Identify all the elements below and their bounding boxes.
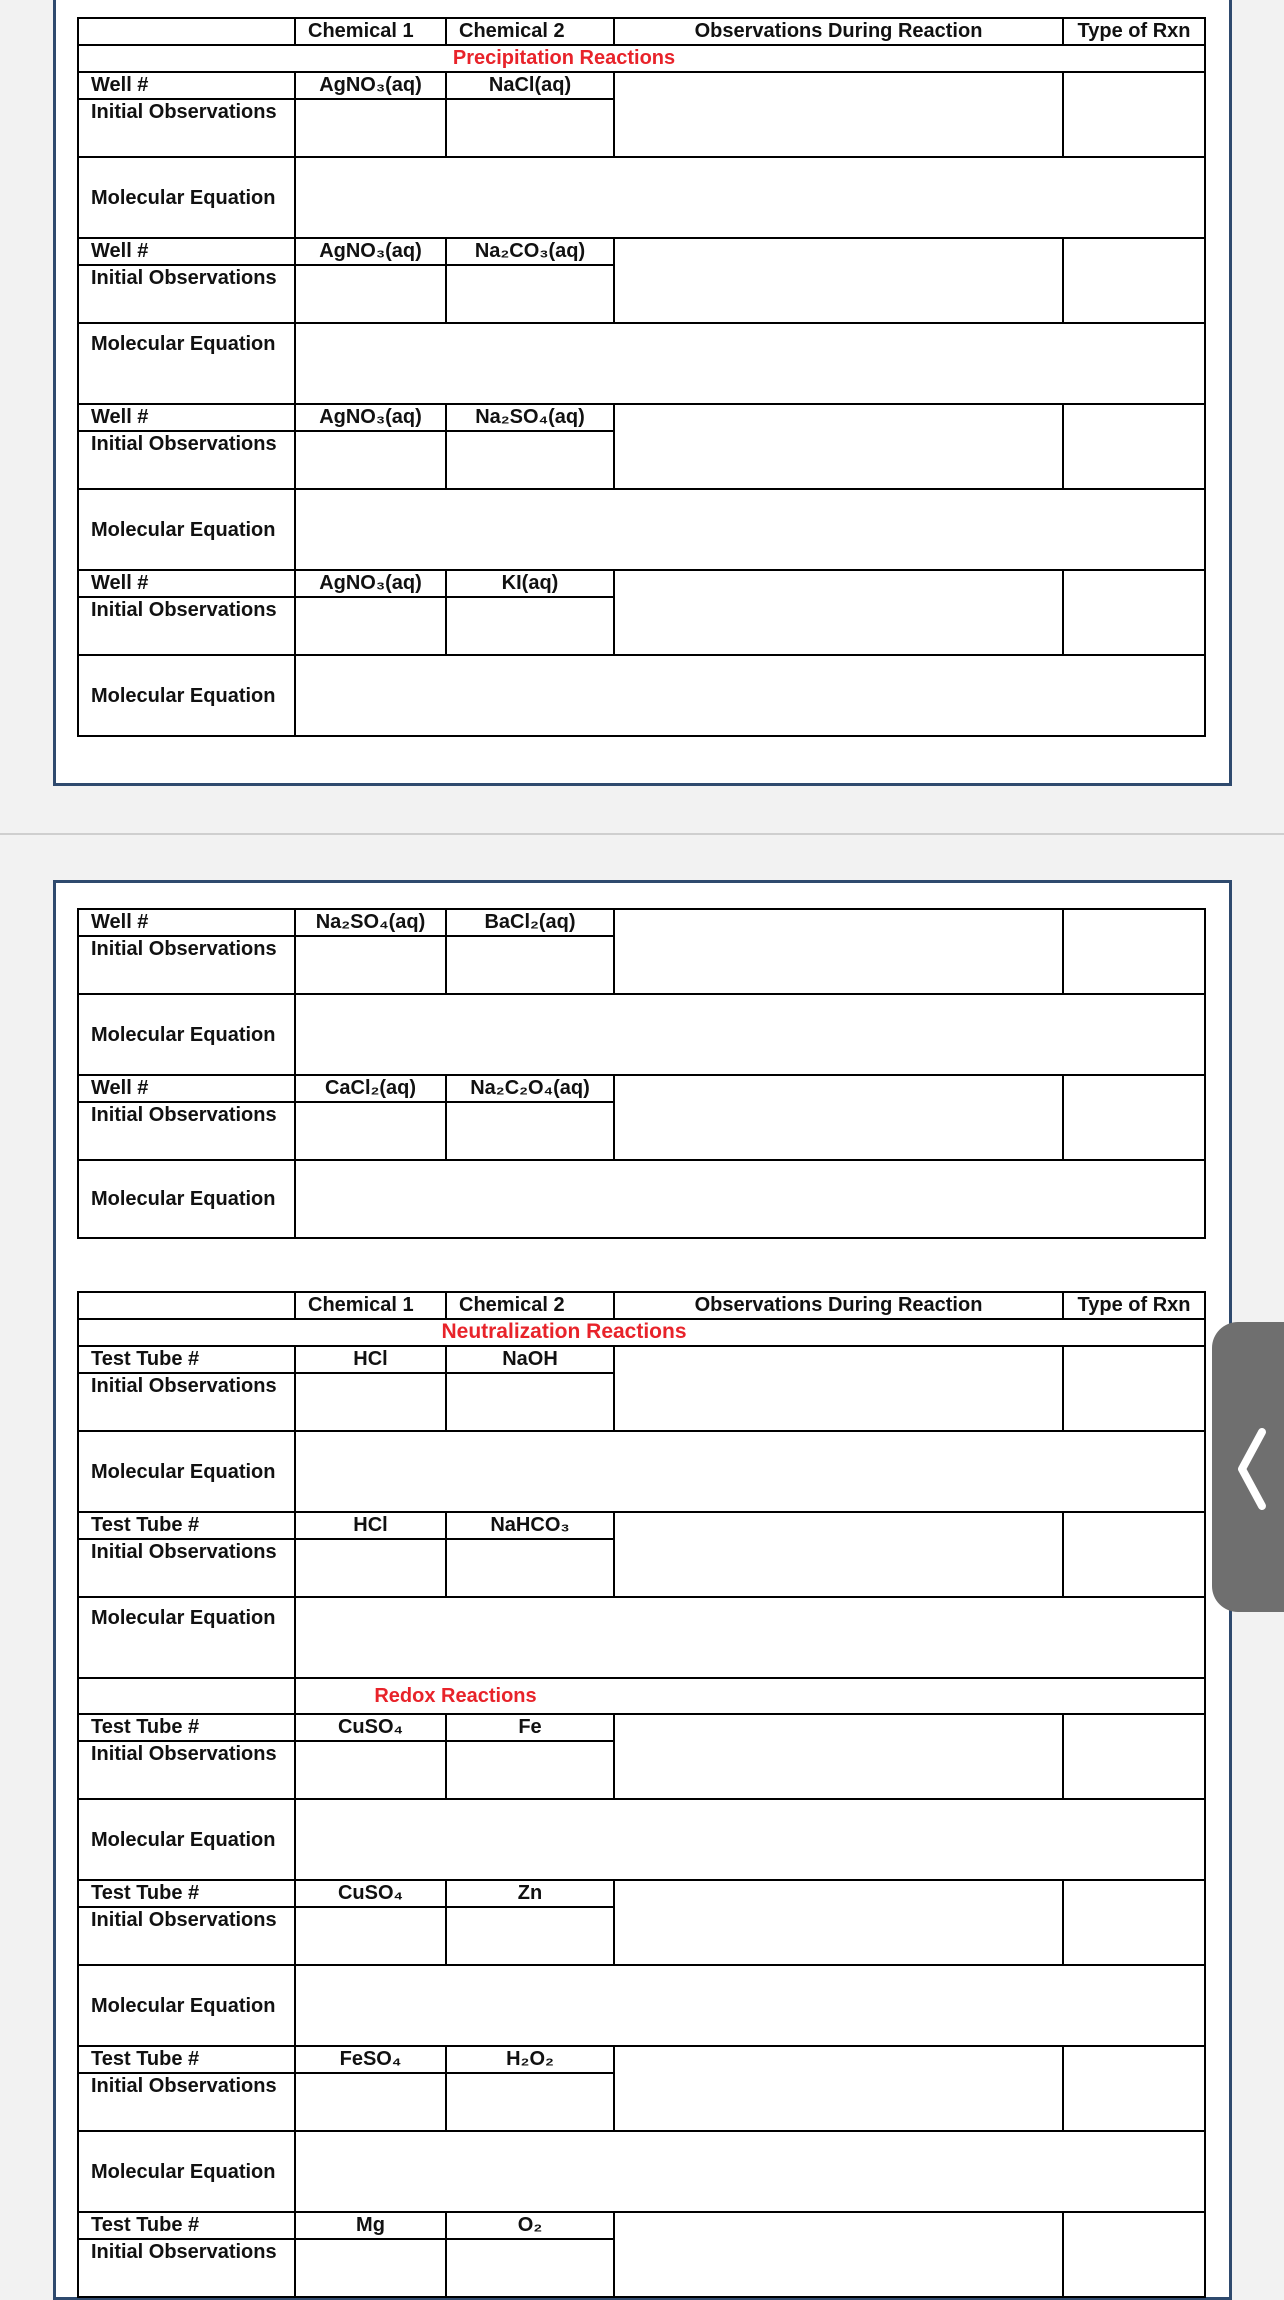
initial-observations-label: Initial Observations	[78, 1907, 295, 1965]
molecular-equation-cell	[295, 1597, 1205, 1678]
initial-observations-chem-1	[295, 265, 446, 323]
molecular-equation-cell	[295, 157, 1205, 238]
molecular-equation-label: Molecular Equation	[78, 1965, 295, 2046]
type-of-rxn-cell	[1063, 2046, 1205, 2131]
well-label: Well #	[78, 238, 295, 265]
test-tube-label: Test Tube #	[78, 1880, 295, 1907]
initial-observations-chem-2	[446, 99, 614, 157]
initial-observations-label: Initial Observations	[78, 99, 295, 157]
test-tube-label: Test Tube #	[78, 1512, 295, 1539]
section-title-precipitation: Precipitation Reactions	[452, 47, 676, 69]
initial-observations-chem-1	[295, 2239, 446, 2297]
molecular-equation-cell	[295, 1431, 1205, 1512]
precipitation-table	[77, 17, 1206, 737]
molecular-equation-cell	[295, 994, 1205, 1075]
molecular-equation-cell	[295, 2131, 1205, 2212]
initial-observations-chem-1	[295, 2073, 446, 2131]
initial-observations-label: Initial Observations	[78, 1373, 295, 1431]
initial-observations-chem-1	[295, 936, 446, 994]
header-type-of-rxn: Type of Rxn	[1063, 1292, 1205, 1319]
chemical-1-cell: CuSO₄	[295, 1880, 446, 1907]
molecular-equation-label: Molecular Equation	[78, 1431, 295, 1512]
chemical-1-cell: HCl	[295, 1512, 446, 1539]
type-of-rxn-cell	[1063, 1346, 1205, 1431]
chemical-2-cell: Na₂SO₄(aq)	[446, 404, 614, 431]
initial-observations-label: Initial Observations	[78, 431, 295, 489]
initial-observations-label: Initial Observations	[78, 1102, 295, 1160]
molecular-equation-cell	[295, 323, 1205, 404]
chemical-1-cell: HCl	[295, 1346, 446, 1373]
type-of-rxn-cell	[1063, 1512, 1205, 1597]
observations-cell	[614, 1075, 1063, 1160]
molecular-equation-label: Molecular Equation	[78, 994, 295, 1075]
observations-cell	[614, 1714, 1063, 1799]
well-label: Well #	[78, 1075, 295, 1102]
observations-cell	[614, 2212, 1063, 2297]
chemical-2-cell: NaOH	[446, 1346, 614, 1373]
initial-observations-chem-1	[295, 1539, 446, 1597]
test-tube-label: Test Tube #	[78, 2212, 295, 2239]
initial-observations-chem-2	[446, 1539, 614, 1597]
observations-cell	[614, 1880, 1063, 1965]
initial-observations-chem-1	[295, 1373, 446, 1431]
chemical-2-cell: O₂	[446, 2212, 614, 2239]
type-of-rxn-cell	[1063, 1880, 1205, 1965]
molecular-equation-label: Molecular Equation	[78, 1597, 295, 1678]
initial-observations-chem-2	[446, 1907, 614, 1965]
type-of-rxn-cell	[1063, 2212, 1205, 2297]
chemical-1-cell: CaCl₂(aq)	[295, 1075, 446, 1102]
initial-observations-chem-1	[295, 1741, 446, 1799]
section-title-row	[295, 1678, 1205, 1714]
observations-cell	[614, 909, 1063, 994]
initial-observations-chem-2	[446, 936, 614, 994]
test-tube-label: Test Tube #	[78, 2046, 295, 2073]
chemical-1-cell: FeSO₄	[295, 2046, 446, 2073]
header-chemical-2: Chemical 2	[446, 18, 614, 45]
initial-observations-chem-1	[295, 1102, 446, 1160]
side-panel-tab[interactable]	[1212, 1322, 1284, 1612]
initial-observations-label: Initial Observations	[78, 936, 295, 994]
molecular-equation-cell	[295, 655, 1205, 736]
well-label: Well #	[78, 570, 295, 597]
chemical-1-cell: CuSO₄	[295, 1714, 446, 1741]
type-of-rxn-cell	[1063, 570, 1205, 655]
neutralization-redox-table	[77, 1291, 1206, 2298]
initial-observations-chem-2	[446, 597, 614, 655]
chemical-2-cell: Na₂CO₃(aq)	[446, 238, 614, 265]
well-label: Well #	[78, 404, 295, 431]
initial-observations-chem-2	[446, 1741, 614, 1799]
type-of-rxn-cell	[1063, 1075, 1205, 1160]
molecular-equation-cell	[295, 489, 1205, 570]
page-gap	[0, 820, 1284, 880]
header-chemical-1: Chemical 1	[295, 18, 446, 45]
well-label: Well #	[78, 72, 295, 99]
initial-observations-label: Initial Observations	[78, 1741, 295, 1799]
type-of-rxn-cell	[1063, 72, 1205, 157]
chemical-1-cell: AgNO₃(aq)	[295, 238, 446, 265]
precipitation-continued-table	[77, 908, 1206, 1239]
header-observations: Observations During Reaction	[614, 1292, 1063, 1319]
type-of-rxn-cell	[1063, 909, 1205, 994]
header-observations: Observations During Reaction	[614, 18, 1063, 45]
chemical-2-cell: Na₂C₂O₄(aq)	[446, 1075, 614, 1102]
initial-observations-label: Initial Observations	[78, 2073, 295, 2131]
section-title-row	[78, 1319, 1205, 1346]
initial-observations-label: Initial Observations	[78, 597, 295, 655]
observations-cell	[614, 1346, 1063, 1431]
chemical-2-cell: NaHCO₃	[446, 1512, 614, 1539]
header-blank	[78, 18, 295, 45]
header-chemical-1: Chemical 1	[295, 1292, 446, 1319]
initial-observations-chem-2	[446, 2239, 614, 2297]
section-title-row	[78, 45, 1205, 72]
observations-cell	[614, 404, 1063, 489]
chemical-2-cell: KI(aq)	[446, 570, 614, 597]
observations-cell	[614, 238, 1063, 323]
chemical-1-cell: Mg	[295, 2212, 446, 2239]
type-of-rxn-cell	[1063, 238, 1205, 323]
molecular-equation-label: Molecular Equation	[78, 655, 295, 736]
chemical-2-cell: H₂O₂	[446, 2046, 614, 2073]
initial-observations-chem-2	[446, 265, 614, 323]
chemical-2-cell: NaCl(aq)	[446, 72, 614, 99]
page-separator	[0, 833, 1284, 835]
section-title-neutralization: Neutralization Reactions	[441, 1320, 687, 1343]
chemical-1-cell: Na₂SO₄(aq)	[295, 909, 446, 936]
initial-observations-label: Initial Observations	[78, 1539, 295, 1597]
observations-cell	[614, 1512, 1063, 1597]
header-blank	[78, 1292, 295, 1319]
observations-cell	[614, 570, 1063, 655]
molecular-equation-cell	[295, 1799, 1205, 1880]
observations-cell	[614, 72, 1063, 157]
initial-observations-chem-1	[295, 1907, 446, 1965]
initial-observations-chem-1	[295, 597, 446, 655]
type-of-rxn-cell	[1063, 1714, 1205, 1799]
chemical-1-cell: AgNO₃(aq)	[295, 404, 446, 431]
initial-observations-chem-1	[295, 99, 446, 157]
molecular-equation-label: Molecular Equation	[78, 1799, 295, 1880]
initial-observations-label: Initial Observations	[78, 265, 295, 323]
test-tube-label: Test Tube #	[78, 1346, 295, 1373]
section-title-redox: Redox Reactions	[374, 1685, 537, 1707]
header-type-of-rxn: Type of Rxn	[1063, 18, 1205, 45]
test-tube-label: Test Tube #	[78, 1714, 295, 1741]
molecular-equation-cell	[295, 1965, 1205, 2046]
molecular-equation-label: Molecular Equation	[78, 2131, 295, 2212]
chemical-2-cell: Fe	[446, 1714, 614, 1741]
type-of-rxn-cell	[1063, 404, 1205, 489]
molecular-equation-cell	[295, 1160, 1205, 1238]
well-label: Well #	[78, 909, 295, 936]
initial-observations-chem-1	[295, 431, 446, 489]
molecular-equation-label: Molecular Equation	[78, 323, 295, 404]
initial-observations-chem-2	[446, 431, 614, 489]
initial-observations-chem-2	[446, 1102, 614, 1160]
molecular-equation-label: Molecular Equation	[78, 1160, 295, 1238]
chemical-2-cell: BaCl₂(aq)	[446, 909, 614, 936]
chemical-1-cell: AgNO₃(aq)	[295, 570, 446, 597]
molecular-equation-label: Molecular Equation	[78, 489, 295, 570]
chevron-left-icon	[1232, 1426, 1272, 1512]
initial-observations-label: Initial Observations	[78, 2239, 295, 2297]
initial-observations-chem-2	[446, 1373, 614, 1431]
header-chemical-2: Chemical 2	[446, 1292, 614, 1319]
chemical-1-cell: AgNO₃(aq)	[295, 72, 446, 99]
molecular-equation-label: Molecular Equation	[78, 157, 295, 238]
section-blank-cell	[78, 1678, 295, 1714]
initial-observations-chem-2	[446, 2073, 614, 2131]
chemical-2-cell: Zn	[446, 1880, 614, 1907]
observations-cell	[614, 2046, 1063, 2131]
